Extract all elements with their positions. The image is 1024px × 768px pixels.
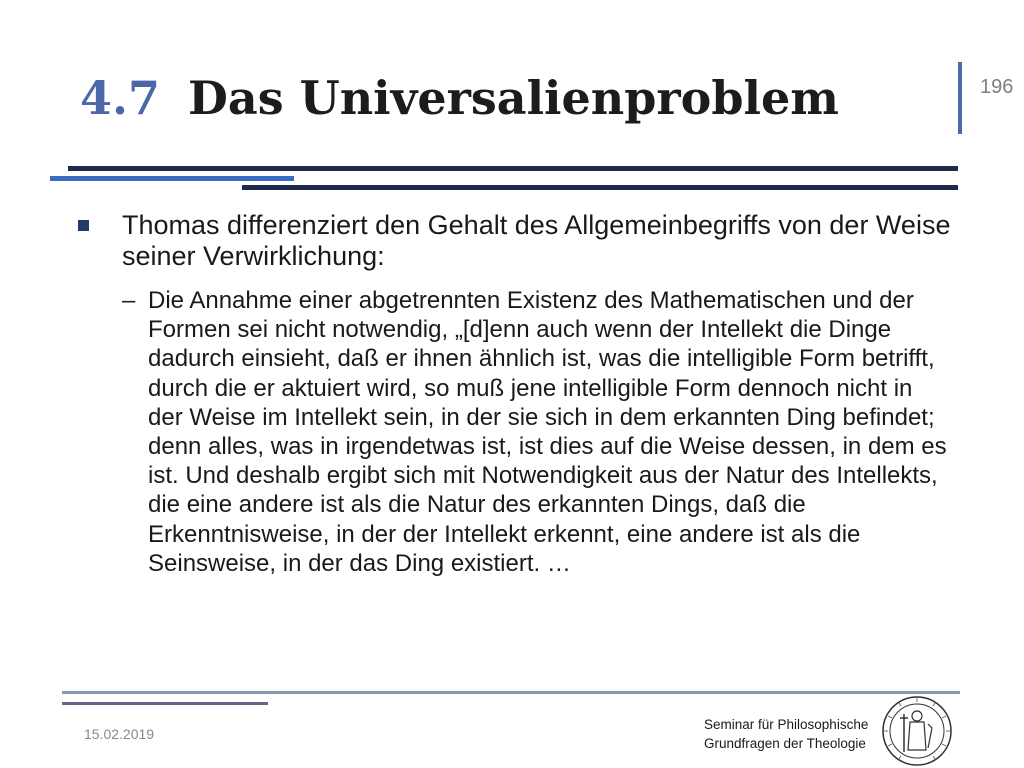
header-rule-accent: [50, 176, 294, 181]
slide-content: [72, 210, 952, 578]
square-bullet-icon: [78, 220, 89, 231]
vertical-divider: [958, 62, 962, 134]
page-number: 196: [980, 76, 1014, 98]
header-rule-top: [68, 166, 958, 171]
sub-bullet-item: [72, 286, 952, 578]
title-text: Das Universalienproblem: [188, 71, 839, 125]
footer-seminar: [704, 715, 868, 753]
footer-rule: [62, 691, 960, 694]
footer-date: 15.02.2019: [84, 726, 155, 742]
slide-title: [80, 70, 839, 126]
university-seal-icon: [880, 694, 954, 768]
sub-bullet-text: Die Annahme einer abgetrennten Existenz des Mathematischen und der Formen sei nicht notwendig, „[d]enn auch wenn der Intellekt die Dinge dadurch einsieht, daß er ihnen ähnlich ist, was die intelligible Form betrifft, durch die er aktuiert wird, so muß jene intelligible Form dennoch nicht in der Weise im Intellekt sein, in der sie sich in dem erkannten Ding befindet; denn alles, was in irgendetwas ist, ist dies auf die Weise dessen, in dem es ist. Und deshalb ergibt sich mit Notwendigkeit aus der Natur des Intellekts, die eine andere ist als die Natur des erkannten Dings, daß die Erkenntnisweise, in der der Intellekt erkennt, eine andere ist als die Seinsweise, in der das Ding existiert. …: [148, 287, 947, 577]
dash-bullet: –: [122, 287, 136, 314]
footer-rule-accent: [62, 702, 268, 705]
bullet-item: [72, 210, 952, 272]
bullet-text: Thomas differenziert den Gehalt des Allgemeinbegriffs von der Weise seiner Verwirklichung:: [122, 210, 951, 271]
seminar-line-2: Grundfragen der Theologie: [704, 736, 866, 751]
title-number: 4.7: [80, 71, 161, 125]
header-rule-bottom: [242, 185, 958, 190]
seminar-line-1: Seminar für Philosophische: [704, 717, 869, 732]
